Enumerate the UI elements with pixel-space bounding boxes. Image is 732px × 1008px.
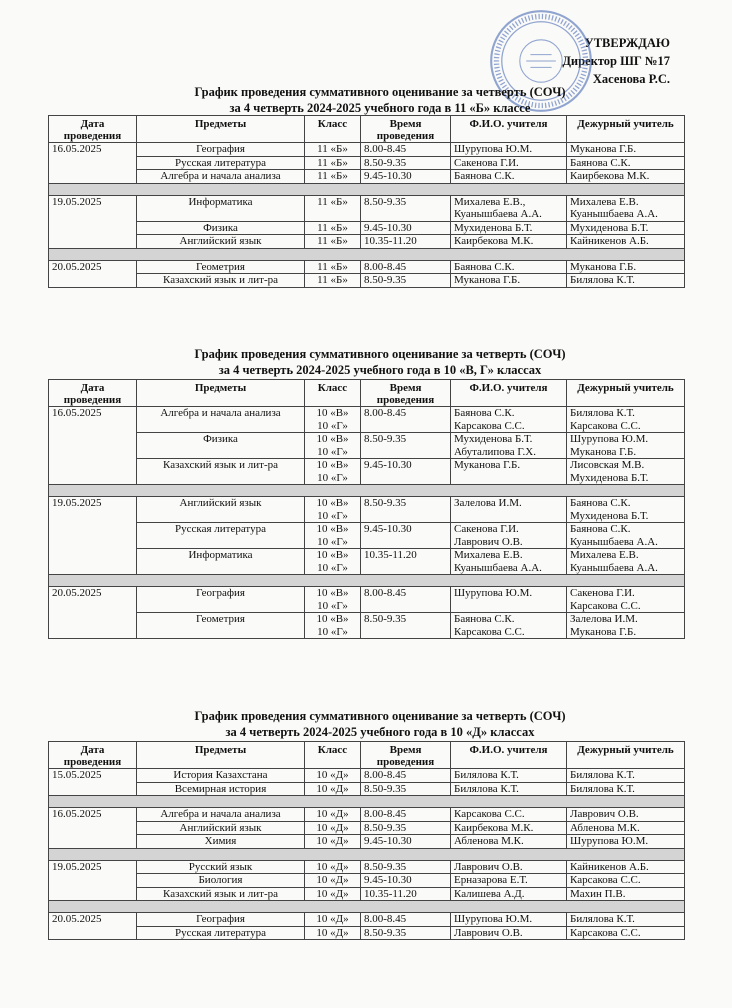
subject-cell: Физика: [137, 433, 305, 459]
column-header: Ф.И.О. учителя: [451, 116, 567, 143]
subject-cell: Физика: [137, 221, 305, 235]
class-cell: 10 «В» 10 «Г»: [305, 433, 361, 459]
table-row: [49, 835, 685, 849]
schedule-table-11b: [48, 115, 685, 288]
teacher-cell: Шурупова Ю.М.: [451, 143, 567, 157]
teacher-cell: Баянова С.К.: [451, 170, 567, 184]
subject-cell: Всемирная история: [137, 782, 305, 796]
duty-cell: Баянова С.К. Мухиденова Б.Т.: [567, 497, 685, 523]
subject-cell: География: [137, 587, 305, 613]
subject-cell: Английский язык: [137, 497, 305, 523]
date-cell: 19.05.2025: [49, 860, 137, 874]
time-cell: 8.00-8.45: [361, 587, 451, 613]
duty-cell: Шурупова Ю.М.: [567, 835, 685, 849]
teacher-cell: Сакенова Г.И. Лаврович О.В.: [451, 523, 567, 549]
subject-cell: Казахский язык и лит-ра: [137, 459, 305, 485]
class-cell: 10 «В» 10 «Г»: [305, 613, 361, 639]
table-row: [49, 221, 685, 235]
separator-row: [49, 183, 685, 195]
column-header: Дежурный учитель: [567, 116, 685, 143]
date-cell: 19.05.2025: [49, 497, 137, 523]
teacher-cell: Муканова Г.Б.: [451, 274, 567, 288]
duty-cell: Билялова К.Т.: [567, 274, 685, 288]
subject-cell: Русская литература: [137, 523, 305, 549]
table-row: [49, 143, 685, 157]
date-cell-empty: [49, 835, 137, 849]
subject-cell: Казахский язык и лит-ра: [137, 274, 305, 288]
separator-cell: [49, 575, 685, 587]
separator-row: [49, 575, 685, 587]
time-cell: 10.35-11.20: [361, 549, 451, 575]
teacher-cell: Баянова С.К. Карсакова С.С.: [451, 407, 567, 433]
subject-cell: Русская литература: [137, 926, 305, 940]
header-row: [49, 380, 685, 407]
separator-cell: [49, 485, 685, 497]
time-cell: 8.00-8.45: [361, 407, 451, 433]
teacher-cell: Баянова С.К. Карсакова С.С.: [451, 613, 567, 639]
class-cell: 10 «Д»: [305, 782, 361, 796]
class-cell: 11 «Б»: [305, 221, 361, 235]
subject-cell: Русская литература: [137, 156, 305, 170]
table-row: [49, 274, 685, 288]
column-header: Класс: [305, 380, 361, 407]
date-cell-empty: [49, 874, 137, 888]
time-cell: 10.35-11.20: [361, 235, 451, 249]
column-header: Время проведения: [361, 742, 451, 769]
approval-title: УТВЕРЖДАЮ: [584, 36, 670, 50]
class-cell: 11 «Б»: [305, 260, 361, 274]
table-row: [49, 821, 685, 835]
subject-cell: Русский язык: [137, 860, 305, 874]
time-cell: 8.50-9.35: [361, 613, 451, 639]
date-cell: 16.05.2025: [49, 808, 137, 822]
teacher-cell: Билялова К.Т.: [451, 769, 567, 783]
class-cell: 10 «В» 10 «Г»: [305, 549, 361, 575]
column-header: Класс: [305, 742, 361, 769]
subject-cell: Информатика: [137, 549, 305, 575]
duty-cell: Лисовская М.В. Мухиденова Б.Т.: [567, 459, 685, 485]
teacher-cell: Мухиденова Б.Т. Абуталипова Г.Х.: [451, 433, 567, 459]
table-row: [49, 887, 685, 901]
subject-cell: Казахский язык и лит-ра: [137, 887, 305, 901]
separator-row: [49, 796, 685, 808]
column-header: Дежурный учитель: [567, 742, 685, 769]
class-cell: 10 «Д»: [305, 913, 361, 927]
class-cell: 11 «Б»: [305, 235, 361, 249]
subject-cell: История Казахстана: [137, 769, 305, 783]
time-cell: 8.00-8.45: [361, 913, 451, 927]
class-cell: 10 «В» 10 «Г»: [305, 459, 361, 485]
section-title: График проведения суммативного оценивание за четверть (СОЧ) за 4 четверть 2024-2025 учебного года в 10 «В, Г» классах: [194, 347, 566, 377]
teacher-cell: Михалева Е.В. Куанышбаева А.А.: [451, 549, 567, 575]
duty-cell: Билялова К.Т. Карсакова С.С.: [567, 407, 685, 433]
class-cell: 10 «Д»: [305, 808, 361, 822]
section-title: График проведения суммативного оценивание за четверть (СОЧ) за 4 четверть 2024-2025 учебного года в 10 «Д» классах: [194, 709, 566, 739]
duty-cell: Баянова С.К.: [567, 156, 685, 170]
date-cell-empty: [49, 549, 137, 575]
subject-cell: Английский язык: [137, 821, 305, 835]
teacher-cell: Мухиденова Б.Т.: [451, 221, 567, 235]
time-cell: 9.45-10.30: [361, 874, 451, 888]
date-cell-empty: [49, 613, 137, 639]
column-header: Ф.И.О. учителя: [451, 380, 567, 407]
time-cell: 8.50-9.35: [361, 821, 451, 835]
duty-cell: Лаврович О.В.: [567, 808, 685, 822]
duty-cell: Каирбекова М.К.: [567, 170, 685, 184]
time-cell: 8.00-8.45: [361, 769, 451, 783]
table-row: [49, 549, 685, 575]
table-row: [49, 782, 685, 796]
table-row: [49, 170, 685, 184]
duty-cell: Кайникенов А.Б.: [567, 860, 685, 874]
approval-name: Хасенова Р.С.: [592, 72, 670, 86]
duty-cell: Михалева Е.В. Куанышбаева А.А.: [567, 549, 685, 575]
table-row: [49, 913, 685, 927]
duty-cell: Кайникенов А.Б.: [567, 235, 685, 249]
separator-cell: [49, 183, 685, 195]
table-row: [49, 459, 685, 485]
separator-cell: [49, 901, 685, 913]
duty-cell: Михалева Е.В. Куанышбаева А.А.: [567, 195, 685, 221]
column-header: Время проведения: [361, 380, 451, 407]
class-cell: 10 «Д»: [305, 887, 361, 901]
table-row: [49, 874, 685, 888]
approval-position: Директор ШГ №17: [562, 54, 670, 68]
subject-cell: Алгебра и начала анализа: [137, 808, 305, 822]
table-row: [49, 407, 685, 433]
date-cell-empty: [49, 235, 137, 249]
time-cell: 8.00-8.45: [361, 808, 451, 822]
subject-cell: География: [137, 143, 305, 157]
subject-cell: Биология: [137, 874, 305, 888]
time-cell: 8.50-9.35: [361, 860, 451, 874]
teacher-cell: Залелова И.М.: [451, 497, 567, 523]
table-row: [49, 433, 685, 459]
table-row: [49, 260, 685, 274]
table-row: [49, 860, 685, 874]
date-cell-empty: [49, 170, 137, 184]
class-cell: 11 «Б»: [305, 156, 361, 170]
teacher-cell: Сакенова Г.И.: [451, 156, 567, 170]
date-cell-empty: [49, 433, 137, 459]
duty-cell: Муканова Г.Б.: [567, 260, 685, 274]
teacher-cell: Шурупова Ю.М.: [451, 587, 567, 613]
time-cell: 9.45-10.30: [361, 221, 451, 235]
time-cell: 8.00-8.45: [361, 143, 451, 157]
class-cell: 10 «В» 10 «Г»: [305, 407, 361, 433]
time-cell: 9.45-10.30: [361, 170, 451, 184]
date-cell-empty: [49, 782, 137, 796]
teacher-cell: Калишева А.Д.: [451, 887, 567, 901]
time-cell: 10.35-11.20: [361, 887, 451, 901]
separator-row: [49, 485, 685, 497]
column-header: Дата проведения: [49, 380, 137, 407]
date-cell-empty: [49, 274, 137, 288]
class-cell: 10 «Д»: [305, 769, 361, 783]
table-row: [49, 235, 685, 249]
time-cell: 8.50-9.35: [361, 433, 451, 459]
duty-cell: Билялова К.Т.: [567, 913, 685, 927]
header-row: [49, 116, 685, 143]
date-cell: 16.05.2025: [49, 143, 137, 157]
time-cell: 9.45-10.30: [361, 523, 451, 549]
subject-cell: Химия: [137, 835, 305, 849]
column-header: Предметы: [137, 116, 305, 143]
time-cell: 8.50-9.35: [361, 497, 451, 523]
header-row: [49, 742, 685, 769]
class-cell: 11 «Б»: [305, 170, 361, 184]
date-cell: 20.05.2025: [49, 587, 137, 613]
separator-row: [49, 901, 685, 913]
date-cell: 20.05.2025: [49, 260, 137, 274]
time-cell: 8.50-9.35: [361, 782, 451, 796]
class-cell: 10 «Д»: [305, 860, 361, 874]
date-cell: 15.05.2025: [49, 769, 137, 783]
column-header: Класс: [305, 116, 361, 143]
teacher-cell: Михалева Е.В., Куанышбаева А.А.: [451, 195, 567, 221]
date-cell-empty: [49, 887, 137, 901]
class-cell: 10 «Д»: [305, 835, 361, 849]
time-cell: 8.50-9.35: [361, 274, 451, 288]
schedule-table-10vg: [48, 379, 685, 639]
subject-cell: Геометрия: [137, 613, 305, 639]
duty-cell: Мухиденова Б.Т.: [567, 221, 685, 235]
table-row: [49, 769, 685, 783]
class-cell: 10 «В» 10 «Г»: [305, 587, 361, 613]
table-row: [49, 613, 685, 639]
class-cell: 10 «В» 10 «Г»: [305, 523, 361, 549]
time-cell: 8.50-9.35: [361, 926, 451, 940]
table-row: [49, 587, 685, 613]
time-cell: 8.50-9.35: [361, 195, 451, 221]
date-cell-empty: [49, 221, 137, 235]
duty-cell: Залелова И.М. Муканова Г.Б.: [567, 613, 685, 639]
table-row: [49, 926, 685, 940]
duty-cell: Карсакова С.С.: [567, 874, 685, 888]
date-cell-empty: [49, 459, 137, 485]
teacher-cell: Билялова К.Т.: [451, 782, 567, 796]
column-header: Дата проведения: [49, 742, 137, 769]
teacher-cell: Шурупова Ю.М.: [451, 913, 567, 927]
teacher-cell: Муканова Г.Б.: [451, 459, 567, 485]
subject-cell: Информатика: [137, 195, 305, 221]
teacher-cell: Лаврович О.В.: [451, 926, 567, 940]
duty-cell: Муканова Г.Б.: [567, 143, 685, 157]
teacher-cell: Баянова С.К.: [451, 260, 567, 274]
duty-cell: Баянова С.К. Куанышбаева А.А.: [567, 523, 685, 549]
duty-cell: Абленова М.К.: [567, 821, 685, 835]
teacher-cell: Каирбекова М.К.: [451, 821, 567, 835]
duty-cell: Сакенова Г.И. Карсакова С.С.: [567, 587, 685, 613]
class-cell: 10 «Д»: [305, 821, 361, 835]
class-cell: 11 «Б»: [305, 195, 361, 221]
duty-cell: Билялова К.Т.: [567, 769, 685, 783]
column-header: Ф.И.О. учителя: [451, 742, 567, 769]
time-cell: 9.45-10.30: [361, 835, 451, 849]
separator-row: [49, 848, 685, 860]
subject-cell: Алгебра и начала анализа: [137, 170, 305, 184]
table-row: [49, 808, 685, 822]
class-cell: 11 «Б»: [305, 143, 361, 157]
class-cell: 10 «Д»: [305, 926, 361, 940]
time-cell: 8.50-9.35: [361, 156, 451, 170]
column-header: Дата проведения: [49, 116, 137, 143]
duty-cell: Шурупова Ю.М. Муканова Г.Б.: [567, 433, 685, 459]
column-header: Предметы: [137, 380, 305, 407]
table-row: [49, 497, 685, 523]
column-header: Предметы: [137, 742, 305, 769]
duty-cell: Махин П.В.: [567, 887, 685, 901]
section-title: График проведения суммативного оценивание за четверть (СОЧ) за 4 четверть 2024-2025 учебного года в 11 «Б» классе: [194, 85, 566, 115]
schedule-table-10d: [48, 741, 685, 940]
column-header: Время проведения: [361, 116, 451, 143]
class-cell: 11 «Б»: [305, 274, 361, 288]
date-cell-empty: [49, 821, 137, 835]
teacher-cell: Абленова М.К.: [451, 835, 567, 849]
teacher-cell: Карсакова С.С.: [451, 808, 567, 822]
duty-cell: Карсакова С.С.: [567, 926, 685, 940]
time-cell: 8.00-8.45: [361, 260, 451, 274]
subject-cell: Алгебра и начала анализа: [137, 407, 305, 433]
date-cell: 20.05.2025: [49, 913, 137, 927]
class-cell: 10 «Д»: [305, 874, 361, 888]
separator-cell: [49, 248, 685, 260]
separator-row: [49, 248, 685, 260]
teacher-cell: Ерназарова Е.Т.: [451, 874, 567, 888]
table-row: [49, 195, 685, 221]
date-cell-empty: [49, 156, 137, 170]
subject-cell: Геометрия: [137, 260, 305, 274]
teacher-cell: Каирбекова М.К.: [451, 235, 567, 249]
subject-cell: Английский язык: [137, 235, 305, 249]
time-cell: 9.45-10.30: [361, 459, 451, 485]
table-row: [49, 156, 685, 170]
duty-cell: Билялова К.Т.: [567, 782, 685, 796]
subject-cell: География: [137, 913, 305, 927]
column-header: Дежурный учитель: [567, 380, 685, 407]
teacher-cell: Лаврович О.В.: [451, 860, 567, 874]
separator-cell: [49, 848, 685, 860]
date-cell: 19.05.2025: [49, 195, 137, 221]
separator-cell: [49, 796, 685, 808]
date-cell-empty: [49, 926, 137, 940]
date-cell-empty: [49, 523, 137, 549]
table-row: [49, 523, 685, 549]
class-cell: 10 «В» 10 «Г»: [305, 497, 361, 523]
date-cell: 16.05.2025: [49, 407, 137, 433]
